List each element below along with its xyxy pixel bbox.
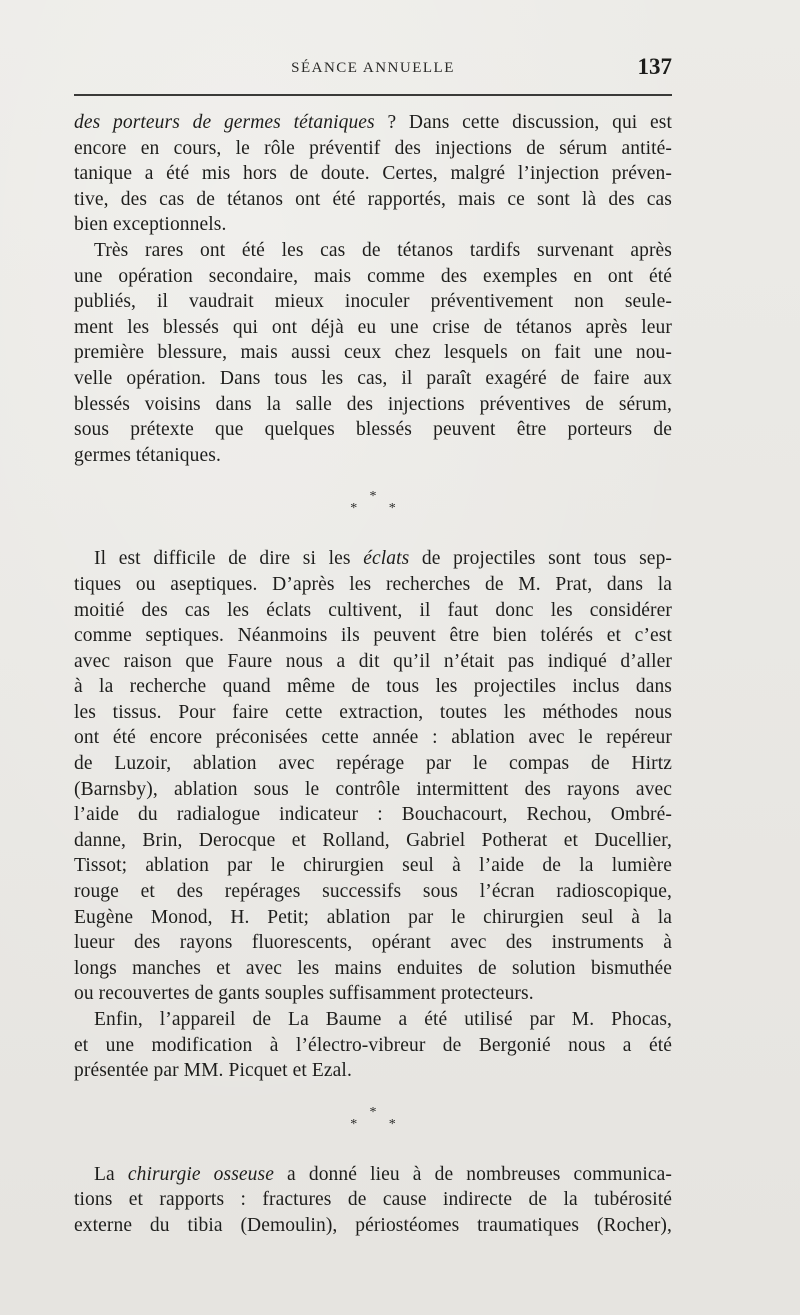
text-line: Tissot; ablation par le chirurgien seul à l’aide de la lumière <box>74 855 672 877</box>
asterism-bottom: * * <box>350 501 410 517</box>
text-line: bien exceptionnels. <box>74 214 227 236</box>
text-line: avec raison que Faure nous a dit qu’il n’était pas indiqué d’aller <box>74 650 672 672</box>
running-head: SÉANCE ANNUELLE <box>291 60 455 76</box>
text-line: moitié des cas les éclats cultivent, il faut donc les considérer <box>74 599 672 621</box>
text-span: Il est difficile de dire si les <box>94 548 364 570</box>
text-line: velle opération. Dans tous les cas, il paraît exagéré de faire aux <box>74 367 672 389</box>
text-line: Eugène Monod, H. Petit; ablation par le chirurgien seul à la <box>74 906 672 928</box>
text-line: tive, des cas de tétanos ont été rapportés, mais ce sont là des cas <box>74 188 672 210</box>
paragraph-group-3 <box>74 1162 672 1239</box>
text-line: ou recouvertes de gants souples suffisamment protecteurs. <box>74 983 534 1005</box>
paragraph-group-1 <box>74 110 672 468</box>
text-line <box>74 1162 672 1188</box>
text-line: (Barnsby), ablation sous le contrôle intermittent des rayons avec <box>74 778 672 800</box>
header-rule <box>74 94 672 96</box>
asterism-bottom: * * <box>350 1116 410 1132</box>
text-span: a donné lieu à de nombreuses communica- <box>273 1163 672 1185</box>
text-line: tions et rapports : fractures de cause indirecte de la tubérosité <box>74 1189 672 1211</box>
page-body <box>74 110 672 1239</box>
text-line: danne, Brin, Derocque et Rolland, Gabriel Potherat et Ducellier, <box>74 829 672 851</box>
italic-phrase: des porteurs de germes tétaniques <box>74 112 375 133</box>
text-line: lueur des rayons fluorescents, opérant avec des instruments à <box>74 932 672 954</box>
text-line: externe du tibia (Demoulin), périostéomes traumatiques (Rocher), <box>74 1214 672 1236</box>
asterism-top: * <box>369 489 377 505</box>
text-line: de Luzoir, ablation avec repérage par le compas de Hirtz <box>74 753 672 775</box>
page-header <box>74 52 672 86</box>
text-span: ? Dans cette discussion, qui est <box>374 112 672 133</box>
text-line: tiques ou aseptiques. D’après les recherches de M. Prat, dans la <box>74 573 672 595</box>
text-line: tanique a été mis hors de doute. Certes, malgré l’injection préven- <box>74 163 672 185</box>
text-line <box>74 546 672 572</box>
section-separator <box>74 468 672 546</box>
text-line: une opération secondaire, mais comme des exemples en ont été <box>74 265 672 287</box>
text-line: Très rares ont été les cas de tétanos tardifs survenant après <box>94 239 672 261</box>
text-line: Enfin, l’appareil de La Baume a été utilisé par M. Phocas, <box>94 1009 672 1030</box>
text-line: sous prétexte que quelques blessés peuvent être porteurs de <box>74 419 672 441</box>
text-line: présentée par MM. Picquet et Ezal. <box>74 1060 352 1082</box>
text-line: ment les blessés qui ont déjà eu une crise de tétanos après leur <box>74 316 672 338</box>
text-line: encore en cours, le rôle préventif des injections de sérum antité- <box>74 137 672 159</box>
text-line: rouge et des repérages successifs sous l’écran radioscopique, <box>74 881 672 903</box>
text-line: ont été encore préconisées cette année : ablation avec le repéreur <box>74 727 672 749</box>
text-line: publiés, il vaudrait mieux inoculer préventivement non seule- <box>74 291 672 313</box>
text-line: blessés voisins dans la salle des injections préventives de sérum, <box>74 393 672 415</box>
text-line: longs manches et avec les mains enduites de solution bismuthée <box>74 957 672 979</box>
text-line <box>74 110 672 136</box>
asterism-top: * <box>369 1104 377 1120</box>
text-line: à la recherche quand même de tous les projectiles inclus dans <box>74 676 672 698</box>
text-line: germes tétaniques. <box>74 444 221 466</box>
text-span: de projectiles sont tous sep- <box>409 548 673 570</box>
text-line: et une modification à l’électro-vibreur de Bergonié nous a été <box>74 1034 672 1056</box>
paragraph-group-2 <box>74 546 672 1083</box>
text-line: comme septiques. Néanmoins ils peuvent être bien tolérés et c’est <box>74 625 672 647</box>
italic-phrase: éclats <box>363 548 410 570</box>
text-line: première blessure, mais aussi ceux chez lesquels on fait une nou- <box>74 342 672 364</box>
page-number: 137 <box>637 54 672 79</box>
text-line: l’aide du radialogue indicateur : Bouchacourt, Rechou, Ombré- <box>74 804 672 826</box>
section-separator <box>74 1084 672 1162</box>
text-line: les tissus. Pour faire cette extraction, toutes les méthodes nous <box>74 701 672 723</box>
text-span: La <box>94 1163 128 1185</box>
italic-phrase: chirurgie osseuse <box>127 1163 274 1185</box>
